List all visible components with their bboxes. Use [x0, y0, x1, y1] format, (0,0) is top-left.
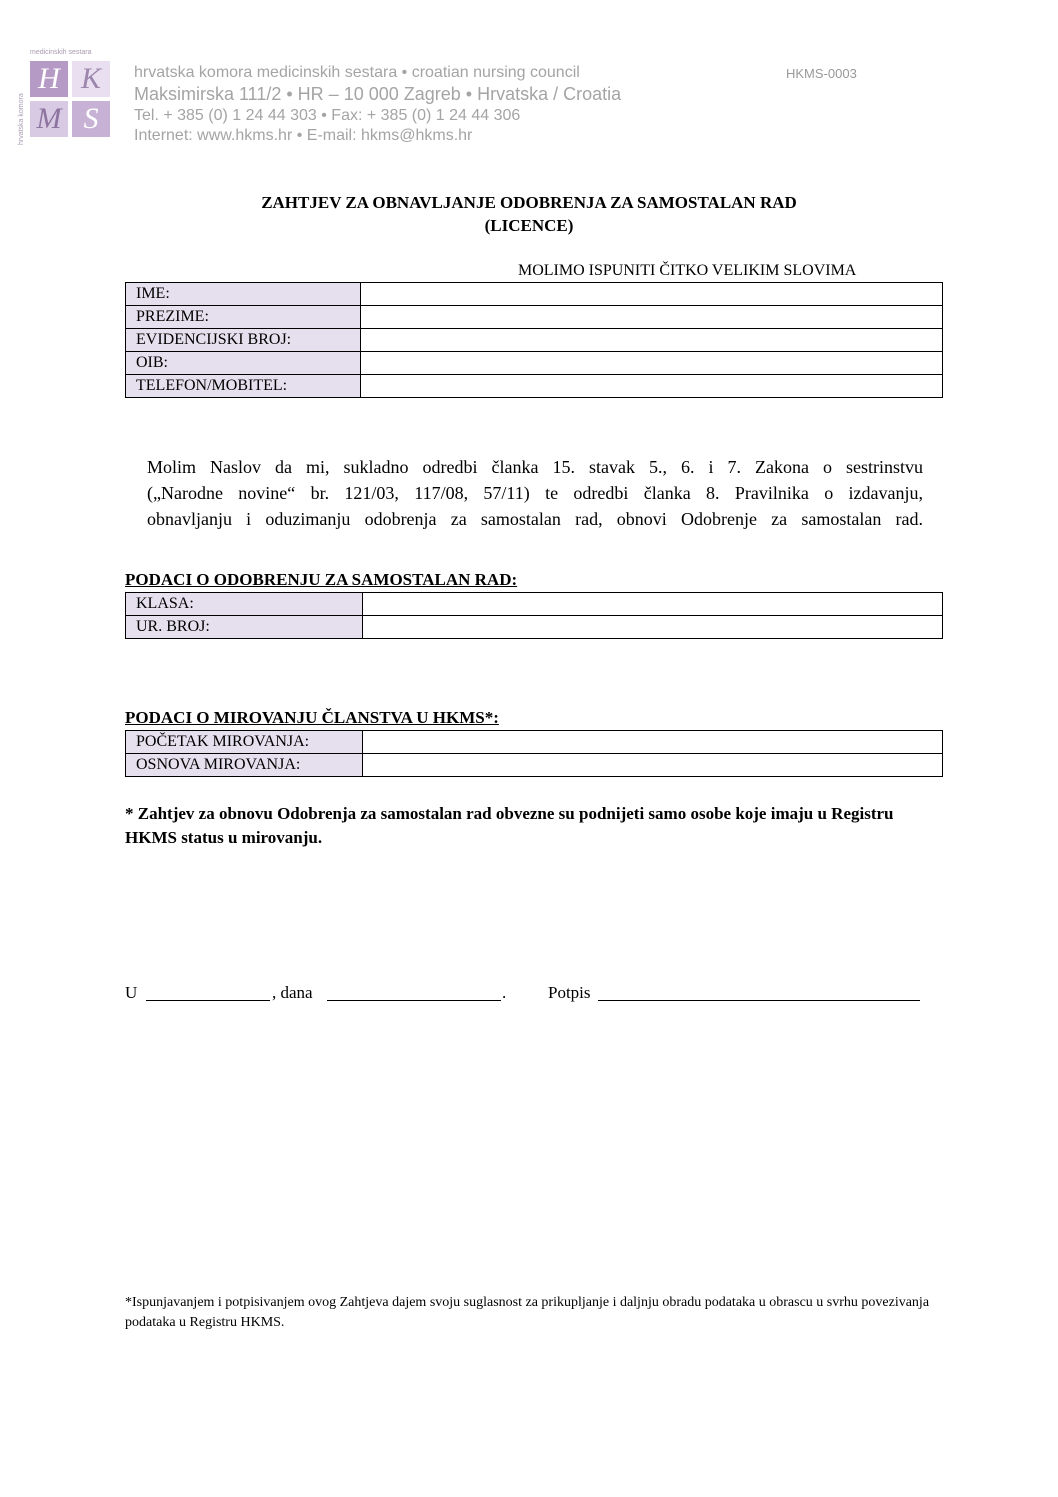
- logo-top-text: medicinskih sestara: [30, 49, 92, 56]
- logo-letter-k: K: [72, 61, 110, 97]
- hkms-logo: [16, 49, 126, 150]
- place-line[interactable]: [146, 1000, 270, 1001]
- table-row: [126, 754, 943, 777]
- field-label-pocetak-mirovanja: POČETAK MIROVANJA:: [126, 731, 363, 754]
- field-input-oib[interactable]: [361, 352, 943, 375]
- field-input-evidencijski-broj[interactable]: [361, 329, 943, 352]
- org-address: Maksimirska 111/2 • HR – 10 000 Zagreb • Hrvatska / Croatia: [134, 84, 622, 104]
- field-label-evidencijski-broj: EVIDENCIJSKI BROJ:: [126, 329, 361, 352]
- fill-instruction: MOLIMO ISPUNITI ČITKO VELIKIM SLOVIMA: [518, 262, 857, 279]
- license-section-heading: PODACI O ODOBRENJU ZA SAMOSTALAN RAD:: [125, 570, 518, 589]
- logo-letter-s: S: [72, 101, 110, 137]
- date-suffix: .: [502, 983, 507, 1002]
- logo-left-text: hrvatska komora: [18, 93, 25, 145]
- date-line[interactable]: [327, 1000, 501, 1001]
- signature-line[interactable]: [598, 1000, 920, 1001]
- org-web-email: Internet: www.hkms.hr • E-mail: hkms@hkms.hr: [134, 127, 473, 144]
- field-label-oib: OIB:: [126, 352, 361, 375]
- rest-requirement-note: * Zahtjev za obnovu Odobrenja za samostalan rad obvezne su podnijeti samo osobe koje imaju u Registru HKMS status u mirovanju.: [125, 804, 894, 847]
- field-input-pocetak-mirovanja[interactable]: [363, 731, 943, 754]
- field-label-osnova-mirovanja: OSNOVA MIROVANJA:: [126, 754, 363, 777]
- table-row: [126, 593, 943, 616]
- form-code: HKMS-0003: [786, 66, 857, 81]
- field-input-telefon[interactable]: [361, 375, 943, 398]
- table-row: [126, 731, 943, 754]
- org-name: hrvatska komora medicinskih sestara • croatian nursing council: [134, 64, 580, 81]
- table-row: [126, 352, 943, 375]
- place-prefix: U: [125, 983, 138, 1002]
- consent-footer: *Ispunjavanjem i potpisivanjem ovog Zahtjeva dajem svoju suglasnost za prikupljanje i daljnju obradu podataka u obrascu u svrhu povezivanja podataka u Registru HKMS.: [125, 1295, 930, 1330]
- signature-label: Potpis: [548, 983, 591, 1002]
- field-input-prezime[interactable]: [361, 306, 943, 329]
- field-input-klasa[interactable]: [363, 593, 943, 616]
- date-prefix: , dana: [272, 983, 313, 1002]
- personal-data-table: [125, 282, 943, 398]
- paragraph-line: obnavljanju i oduzimanju odobrenja za samostalan rad, obnovi Odobrenje za samostalan rad.: [147, 509, 923, 529]
- paragraph-line: („Narodne novine“ br. 121/03, 117/08, 57/11) te odredbi članka 8. Pravilnika o izdavanju,: [147, 483, 923, 503]
- table-row: [126, 616, 943, 639]
- table-row: [126, 283, 943, 306]
- table-row: [126, 306, 943, 329]
- field-label-prezime: PREZIME:: [126, 306, 361, 329]
- logo-letter-h: H: [30, 61, 68, 97]
- field-input-osnova-mirovanja[interactable]: [363, 754, 943, 777]
- license-data-table: [125, 592, 943, 639]
- form-title: ZAHTJEV ZA OBNAVLJANJE ODOBRENJA ZA SAMOSTALAN RAD: [261, 193, 797, 212]
- table-row: [126, 375, 943, 398]
- table-row: [126, 329, 943, 352]
- field-label-klasa: KLASA:: [126, 593, 363, 616]
- field-label-telefon: TELEFON/MOBITEL:: [126, 375, 361, 398]
- logo-letter-m: M: [30, 101, 68, 137]
- paragraph-line: Molim Naslov da mi, sukladno odredbi članka 15. stavak 5., 6. i 7. Zakona o sestrinstvu: [147, 457, 923, 477]
- rest-section-heading: PODACI O MIROVANJU ČLANSTVA U HKMS*:: [125, 708, 499, 727]
- field-label-ur-broj: UR. BROJ:: [126, 616, 363, 639]
- request-paragraph: [147, 454, 923, 532]
- field-input-ur-broj[interactable]: [363, 616, 943, 639]
- org-phone-fax: Tel. + 385 (0) 1 24 44 303 • Fax: + 385 (0) 1 24 44 306: [134, 107, 521, 124]
- field-label-ime: IME:: [126, 283, 361, 306]
- rest-data-table: [125, 730, 943, 777]
- form-title-sub: (LICENCE): [484, 216, 574, 235]
- field-input-ime[interactable]: [361, 283, 943, 306]
